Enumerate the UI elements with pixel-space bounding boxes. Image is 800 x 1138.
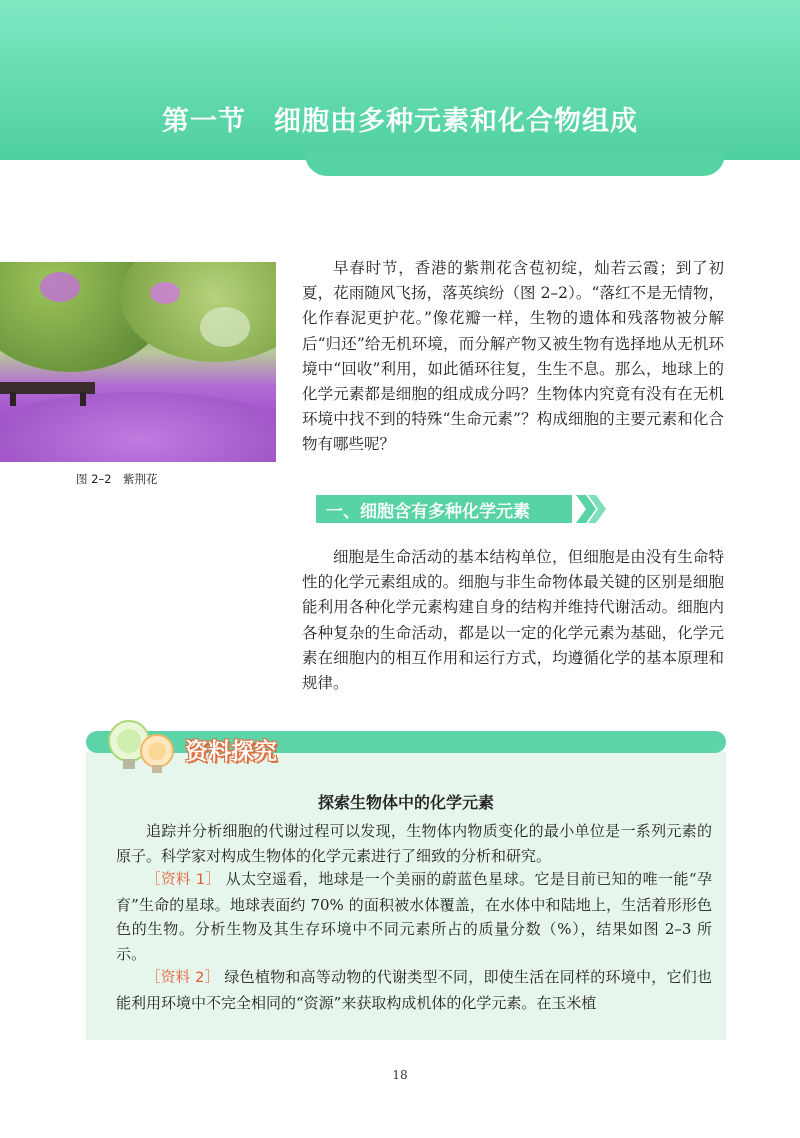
material-1-tag: ［资料 1］ (146, 872, 221, 888)
explore-label: 资料探究 (185, 739, 277, 765)
explore-title: 探索生物体中的化学元素 (317, 793, 494, 812)
double-chevron-icon (574, 493, 608, 525)
explore-intro: 追踪并分析细胞的代谢过程可以发现，生物体内物质变化的最小单位是一系列元素的原子。科学家对构成生物体的化学元素进行了细致的分析和研究。 (116, 822, 712, 865)
figure-caption: 图 2–2 紫荆花 (76, 472, 158, 486)
bauhinia-photo (0, 262, 276, 462)
page-title: 第一节 细胞由多种元素和化合物组成 (162, 106, 638, 137)
material-2-tag: ［资料 2］ (146, 970, 220, 986)
material-2-text: 绿色植物和高等动物的代谢类型不同，即使生活在同样的环境中，它们也能利用环境中不完全相同的“资源”来获取构成机体的化学元素。在玉米植 (116, 968, 712, 1012)
section-heading: 一、细胞含有多种化学元素 (326, 502, 530, 522)
intro-paragraph: 早春时节，香港的紫荆花含苞初绽，灿若云霞；到了初夏，花雨随风飞扬，落英缤纷（图 2–2）。“落红不是无情物，化作春泥更护花。”像花瓣一样，生物的遗体和残落物被分解后“归还”给无机环境，而分解产物又被生物有选择地从无机环境中“回收”利用，如此循环往复，生生不息。那么，地球上的化学元素都是细胞的组成成分吗？生物体内究竟有没有在无机环境中找不到的特殊“生命元素”？构成细胞的主要元素和化合物有哪些呢？ (302, 259, 724, 454)
material-1-text: 从太空遥看，地球是一个美丽的蔚蓝色星球。它是目前已知的唯一能“孕育”生命的星球。地球表面约 70% 的面积被水体覆盖，在水体中和陆地上，生活着形形色色的生物。分析生物及其生存环境中不同元素所占的质量分数（%），结果如图 2–3 所示。 (116, 870, 712, 963)
material-1 (116, 867, 712, 966)
page-number: 18 (392, 1068, 408, 1082)
header-banner-tab (305, 150, 725, 176)
lightbulb-icon (103, 717, 183, 777)
section-paragraph: 细胞是生命活动的基本结构单位，但细胞是由没有生命特性的化学元素组成的。细胞与非生命物体最关键的区别是细胞能利用各种化学元素构建自身的结构并维持代谢活动。细胞内各种复杂的生命活动，都是以一定的化学元素为基础，化学元素在细胞内的相互作用和运行方式，均遵循化学的基本原理和规律。 (302, 548, 724, 693)
material-2 (116, 965, 712, 1015)
